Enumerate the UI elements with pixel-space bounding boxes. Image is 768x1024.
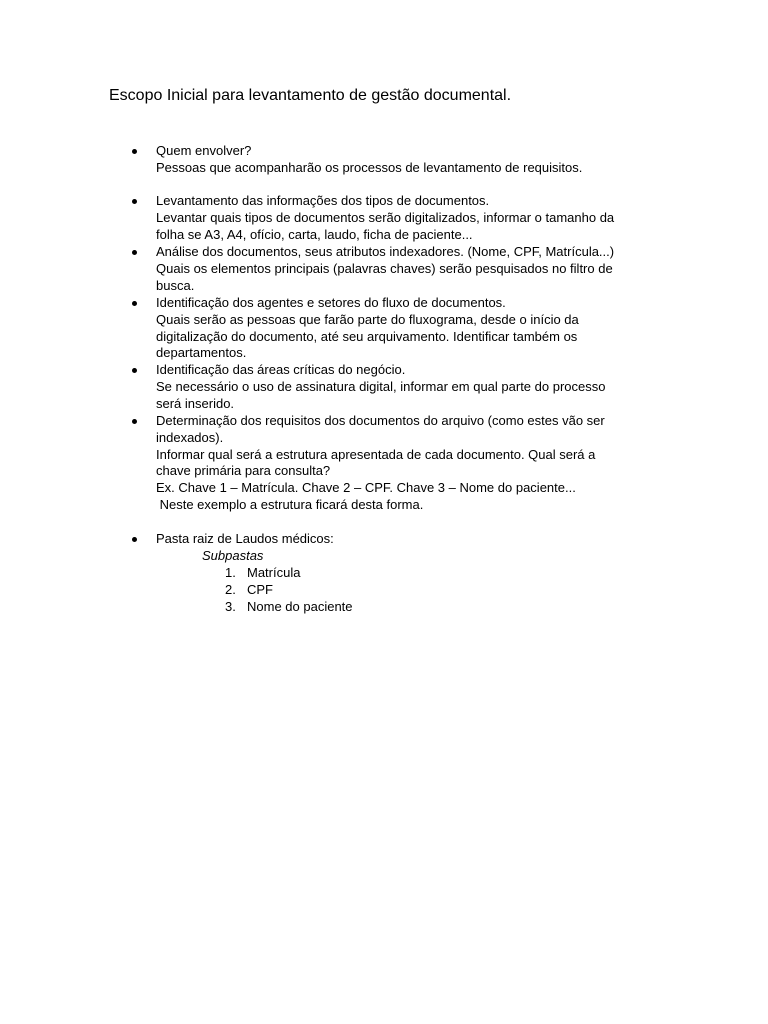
text-line: Pasta raiz de Laudos médicos: (156, 531, 334, 546)
subfolder-item (225, 599, 353, 616)
text-line: Quem envolver? (156, 143, 252, 158)
subfolders-label: Subpastas (202, 548, 264, 563)
text-line: Neste exemplo a estrutura ficará desta forma. (156, 496, 424, 512)
text-line: Determinação dos requisitos dos documentos do arquivo (como estes vão ser (156, 413, 605, 428)
subfolder-item (225, 565, 300, 582)
bullet-icon (132, 149, 137, 154)
bullet-icon (132, 368, 137, 373)
bullet-icon (132, 537, 137, 542)
text-line: Identificação das áreas críticas do negócio. (156, 362, 406, 377)
text-line: busca. (156, 277, 195, 293)
text-line: será inserido. (156, 395, 235, 411)
subfolder-number: 2. (225, 582, 236, 597)
subfolder-number: 1. (225, 565, 236, 580)
text-line: Levantamento das informações dos tipos de documentos. (156, 193, 490, 208)
list-item-text (156, 244, 666, 294)
text-line: folha se A3, A4, ofício, carta, laudo, ficha de paciente... (156, 226, 473, 242)
text-line: chave primária para consulta? (156, 463, 331, 479)
bullet-icon (132, 250, 137, 255)
text-line: Se necessário o uso de assinatura digital, informar em qual parte do processo (156, 378, 606, 394)
bullet-icon (132, 199, 137, 204)
document-title: Escopo Inicial para levantamento de gestão documental. (109, 87, 512, 104)
subfolder-name: CPF (247, 582, 273, 597)
list-item-text (156, 362, 666, 412)
text-line: indexados). (156, 429, 224, 445)
text-line: Quais os elementos principais (palavras chaves) serão pesquisados no filtro de (156, 260, 613, 276)
subfolder-number: 3. (225, 599, 236, 614)
bullet-icon (132, 301, 137, 306)
text-line: departamentos. (156, 345, 247, 361)
list-item-text (156, 143, 666, 177)
text-line: Identificação dos agentes e setores do fluxo de documentos. (156, 295, 506, 310)
list-item-text (156, 531, 666, 548)
bullet-icon (132, 419, 137, 424)
subfolder-name: Nome do paciente (247, 599, 353, 614)
text-line: Pessoas que acompanharão os processos de levantamento de requisitos. (156, 159, 583, 175)
subfolder-item (225, 582, 273, 599)
text-line: Levantar quais tipos de documentos serão digitalizados, informar o tamanho da (156, 209, 615, 225)
text-line: digitalização do documento, até seu arquivamento. Identificar também os (156, 328, 578, 344)
text-line: Ex. Chave 1 – Matrícula. Chave 2 – CPF. Chave 3 – Nome do paciente... (156, 480, 576, 496)
list-item-text (156, 413, 666, 514)
subfolder-name: Matrícula (247, 565, 301, 580)
text-line: Informar qual será a estrutura apresentada de cada documento. Qual será a (156, 446, 596, 462)
list-item-text (156, 295, 666, 362)
list-item-text (156, 193, 666, 243)
text-line: Análise dos documentos, seus atributos indexadores. (Nome, CPF, Matrícula...) (156, 244, 615, 259)
text-line: Quais serão as pessoas que farão parte do fluxograma, desde o início da (156, 311, 579, 327)
